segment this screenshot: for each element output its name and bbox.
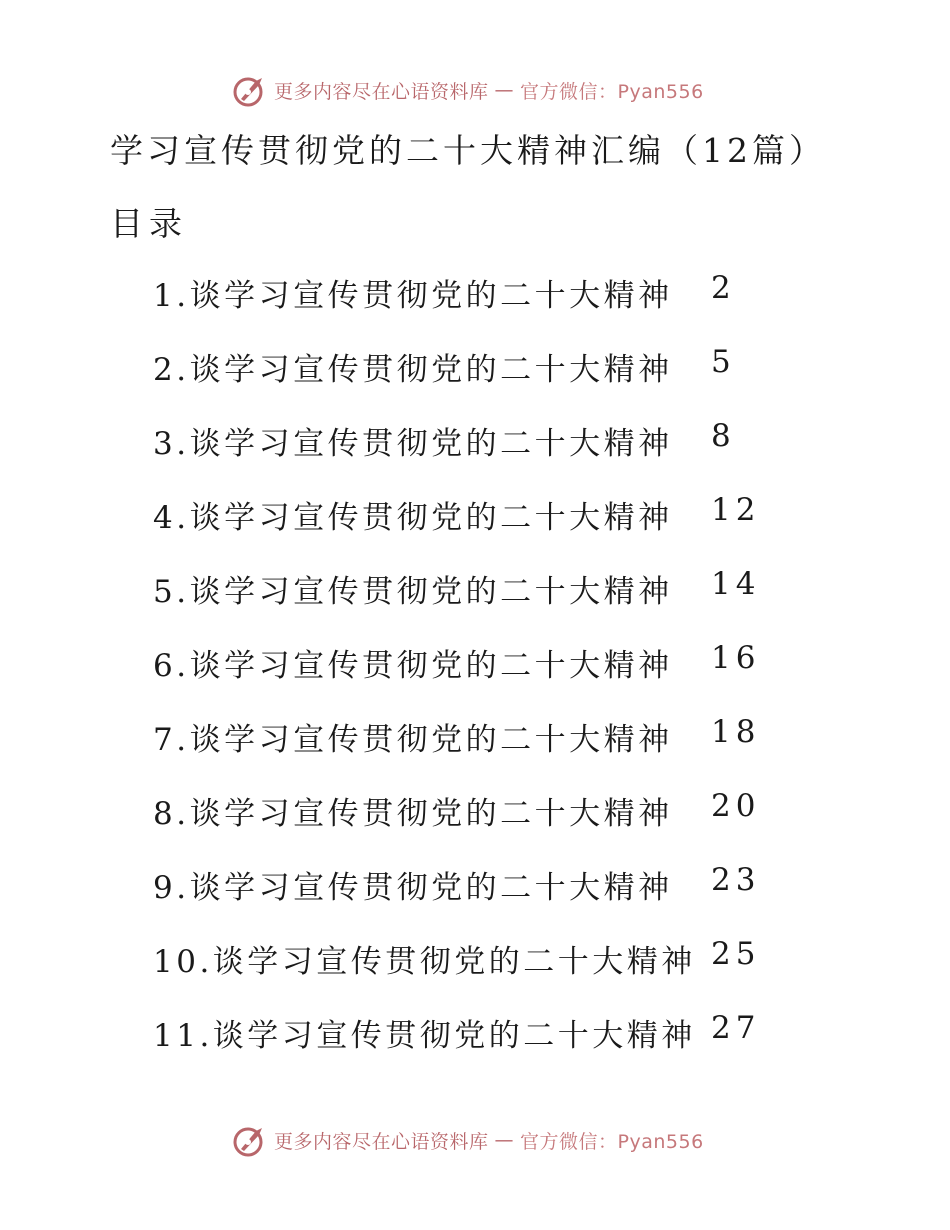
banner-dash: — bbox=[494, 1129, 515, 1151]
toc-page-number: 23 bbox=[711, 862, 761, 898]
toc-entry: 2.谈学习宣传贯彻党的二十大精神 bbox=[153, 352, 673, 388]
toc-page-number: 25 bbox=[711, 936, 761, 972]
pen-logo-icon bbox=[232, 72, 268, 108]
toc-page-number: 16 bbox=[711, 640, 761, 676]
toc-entry: 6.谈学习宣传贯彻党的二十大精神 bbox=[153, 648, 673, 684]
toc-entry: 1.谈学习宣传贯彻党的二十大精神 bbox=[153, 278, 673, 314]
toc-page-number: 2 bbox=[711, 270, 736, 306]
toc-page-number: 5 bbox=[711, 344, 736, 380]
toc-page-number: 20 bbox=[711, 788, 761, 824]
toc-page-number: 8 bbox=[711, 418, 736, 454]
pen-logo-icon bbox=[232, 1122, 268, 1158]
toc-entry: 8.谈学习宣传贯彻党的二十大精神 bbox=[153, 796, 673, 832]
toc-heading: 目录 bbox=[110, 204, 188, 243]
banner-contact: 官方微信：Pyan556 bbox=[520, 1130, 704, 1153]
toc-page-number: 27 bbox=[711, 1010, 761, 1046]
toc-entry: 5.谈学习宣传贯彻党的二十大精神 bbox=[153, 574, 673, 610]
banner-text: 更多内容尽在心语资料库 bbox=[274, 1130, 489, 1153]
toc-page-number: 18 bbox=[711, 714, 761, 750]
toc-entry: 9.谈学习宣传贯彻党的二十大精神 bbox=[153, 870, 673, 906]
toc-entry: 7.谈学习宣传贯彻党的二十大精神 bbox=[153, 722, 673, 758]
document-title: 学习宣传贯彻党的二十大精神汇编（12篇） bbox=[110, 131, 826, 170]
toc-page-number: 14 bbox=[711, 566, 761, 602]
toc-page-number: 12 bbox=[711, 492, 761, 528]
banner-contact: 官方微信：Pyan556 bbox=[520, 80, 704, 103]
footer-banner bbox=[232, 1120, 704, 1160]
toc-entry: 4.谈学习宣传贯彻党的二十大精神 bbox=[153, 500, 673, 536]
banner-text: 更多内容尽在心语资料库 bbox=[274, 80, 489, 103]
toc-entry: 3.谈学习宣传贯彻党的二十大精神 bbox=[153, 426, 673, 462]
toc-entry: 10.谈学习宣传贯彻党的二十大精神 bbox=[153, 944, 696, 980]
banner-dash: — bbox=[494, 79, 515, 101]
toc-entry: 11.谈学习宣传贯彻党的二十大精神 bbox=[153, 1018, 696, 1054]
header-banner bbox=[232, 70, 704, 110]
